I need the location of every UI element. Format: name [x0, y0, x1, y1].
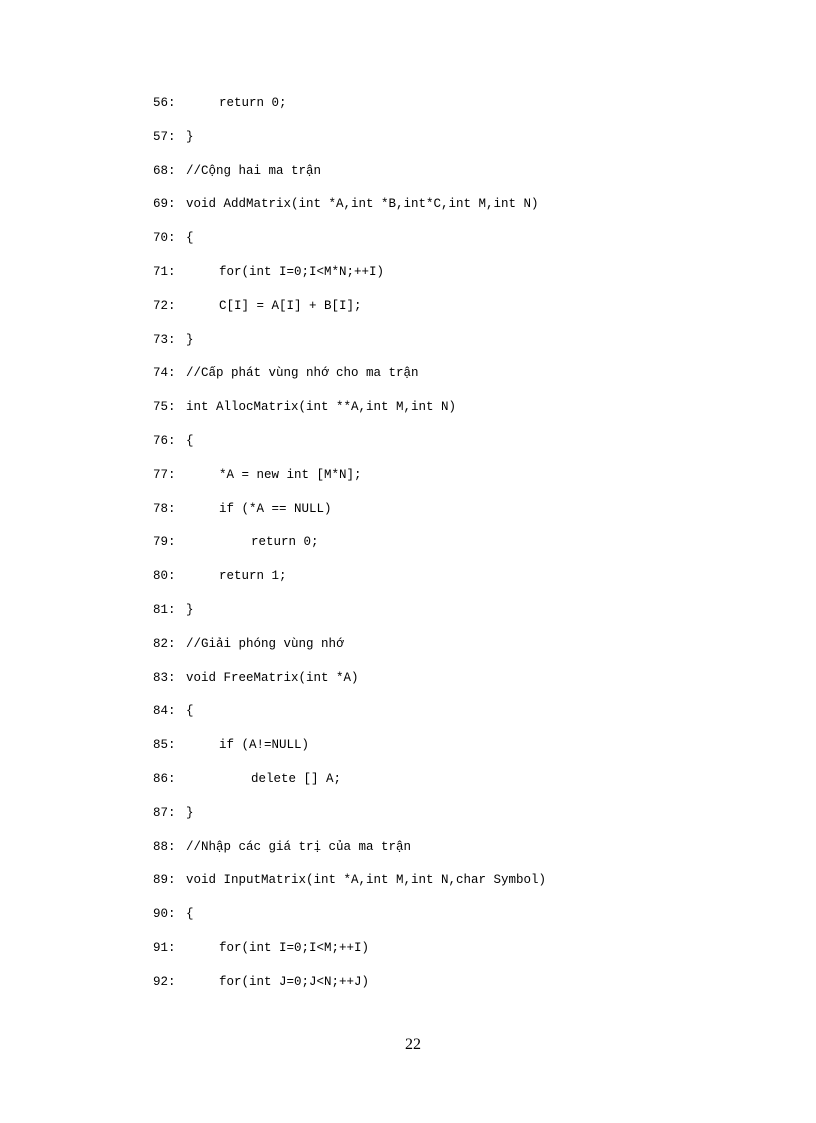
code-line — [153, 771, 773, 805]
line-number: 75: — [153, 400, 176, 415]
line-number: 79: — [153, 535, 176, 550]
line-number: 72: — [153, 298, 176, 313]
code-text: return 0; — [251, 535, 319, 550]
code-line — [153, 298, 773, 332]
code-text: for(int I=0;I<M;++I) — [219, 940, 370, 955]
code-line — [153, 467, 773, 501]
code-line — [153, 332, 773, 366]
line-number: 76: — [153, 433, 176, 448]
code-text: //Nhập các giá trị của ma trận — [186, 839, 412, 854]
code-text: for(int J=0;J<N;++J) — [219, 974, 370, 989]
code-line — [153, 670, 773, 704]
code-line — [153, 872, 773, 906]
line-number: 80: — [153, 569, 176, 584]
line-number: 91: — [153, 940, 176, 955]
code-text: { — [186, 433, 194, 448]
code-text: { — [186, 907, 194, 922]
code-text: //Cộng hai ma trận — [186, 163, 322, 178]
line-number: 57: — [153, 129, 176, 144]
code-text: return 1; — [219, 569, 287, 584]
line-number: 70: — [153, 231, 176, 246]
line-number: 84: — [153, 704, 176, 719]
code-line — [153, 906, 773, 940]
code-text: void FreeMatrix(int *A) — [186, 670, 359, 685]
code-text: } — [186, 602, 194, 617]
code-line — [153, 196, 773, 230]
code-line — [153, 839, 773, 873]
code-text: for(int I=0;I<M*N;++I) — [219, 264, 385, 279]
code-text: } — [186, 129, 194, 144]
code-line — [153, 534, 773, 568]
line-number: 68: — [153, 163, 176, 178]
code-text: if (A!=NULL) — [219, 738, 310, 753]
code-text: return 0; — [219, 96, 287, 110]
line-number: 74: — [153, 366, 176, 381]
code-text: } — [186, 332, 194, 347]
page-number: 22 — [405, 1036, 421, 1053]
code-line — [153, 940, 773, 974]
code-line — [153, 230, 773, 264]
code-text: int AllocMatrix(int **A,int M,int N) — [186, 400, 457, 415]
code-text: delete [] A; — [251, 771, 342, 786]
line-number: 73: — [153, 332, 176, 347]
line-number: 77: — [153, 467, 176, 482]
line-number: 92: — [153, 974, 176, 989]
code-line — [153, 636, 773, 670]
code-text: void InputMatrix(int *A,int M,int N,char Symbol) — [186, 873, 547, 888]
code-text: //Giải phóng vùng nhớ — [186, 636, 344, 651]
code-line — [153, 737, 773, 771]
code-text: //Cấp phát vùng nhớ cho ma trận — [186, 366, 419, 381]
code-line — [153, 501, 773, 535]
code-line — [153, 163, 773, 197]
code-text: if (*A == NULL) — [219, 501, 332, 516]
code-line — [153, 805, 773, 839]
code-text: { — [186, 704, 194, 719]
code-line — [153, 974, 773, 1008]
line-number: 87: — [153, 805, 176, 820]
line-number: 89: — [153, 873, 176, 888]
line-number: 83: — [153, 670, 176, 685]
code-line — [153, 703, 773, 737]
code-line — [153, 365, 773, 399]
code-text: } — [186, 805, 194, 820]
code-line — [153, 399, 773, 433]
code-text: *A = new int [M*N]; — [219, 467, 362, 482]
code-listing — [153, 95, 773, 1008]
code-line — [153, 433, 773, 467]
line-number: 71: — [153, 264, 176, 279]
line-number: 81: — [153, 602, 176, 617]
line-number: 88: — [153, 839, 176, 854]
code-text: C[I] = A[I] + B[I]; — [219, 298, 362, 313]
line-number: 82: — [153, 636, 176, 651]
line-number: 78: — [153, 501, 176, 516]
code-line — [153, 264, 773, 298]
code-line — [153, 95, 773, 129]
line-number: 56: — [153, 96, 176, 110]
code-line — [153, 129, 773, 163]
line-number: 69: — [153, 197, 176, 212]
code-line — [153, 568, 773, 602]
code-text: { — [186, 231, 194, 246]
line-number: 90: — [153, 907, 176, 922]
code-text: void AddMatrix(int *A,int *B,int*C,int M,int N) — [186, 197, 539, 212]
line-number: 86: — [153, 771, 176, 786]
code-line — [153, 602, 773, 636]
line-number: 85: — [153, 738, 176, 753]
